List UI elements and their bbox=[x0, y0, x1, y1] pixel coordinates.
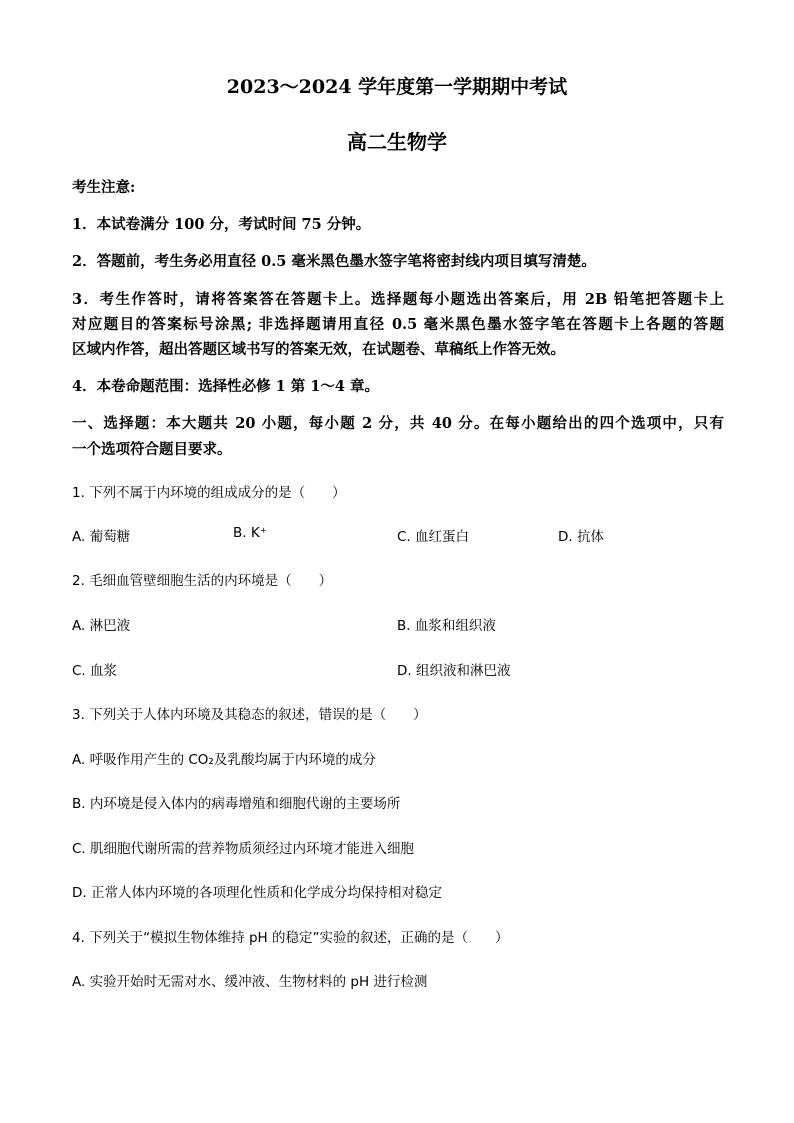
question-2-option-d: D. 组织液和淋巴液 bbox=[397, 663, 511, 679]
exam-subject: 高二生物学 bbox=[347, 130, 447, 154]
question-3-option-d: D. 正常人体内环境的各项理化性质和化学成分均保持相对稳定 bbox=[72, 885, 442, 901]
question-1-option-b: B. K⁺ bbox=[233, 525, 267, 541]
question-1-option-d: D. 抗体 bbox=[558, 529, 604, 545]
question-3-option-a: A. 呼吸作用产生的 CO₂及乳酸均属于内环境的成分 bbox=[72, 752, 376, 768]
question-1-stem: 1. 下列不属于内环境的组成成分的是（ ） bbox=[72, 485, 346, 501]
question-1-option-a: A. 葡萄糖 bbox=[72, 529, 131, 545]
section-heading-line-1: 一、选择题：本大题共 20 小题，每小题 2 分，共 40 分。在每小题给出的四个选项中，只有 bbox=[72, 415, 724, 432]
question-3-stem: 3. 下列关于人体内环境及其稳态的叙述，错误的是（ ） bbox=[72, 707, 427, 723]
notice-item-3-line-1: 3．考生作答时，请将答案答在答题卡上。选择题每小题选出答案后，用 2B 铅笔把答题卡上 bbox=[72, 291, 724, 308]
notice-item-1: 1．本试卷满分 100 分，考试时间 75 分钟。 bbox=[72, 216, 371, 233]
question-2-stem: 2. 毛细血管壁细胞生活的内环境是（ ） bbox=[72, 573, 333, 589]
exam-title: 2023～2024 学年度第一学期期中考试 bbox=[226, 76, 568, 98]
notice-heading: 考生注意: bbox=[72, 179, 136, 196]
question-3-option-c: C. 肌细胞代谢所需的营养物质须经过内环境才能进入细胞 bbox=[72, 841, 415, 857]
question-2-option-b: B. 血浆和组织液 bbox=[397, 618, 496, 634]
question-2-option-c: C. 血浆 bbox=[72, 663, 118, 679]
section-heading-line-2: 一个选项符合题目要求。 bbox=[72, 441, 232, 458]
notice-item-3-line-3: 区域内作答，超出答题区域书写的答案无效，在试题卷、草稿纸上作答无效。 bbox=[72, 341, 565, 358]
question-4-stem: 4. 下列关于“模拟生物体维持 pH 的稳定”实验的叙述，正确的是（ ） bbox=[72, 930, 509, 946]
question-1-option-c: C. 血红蛋白 bbox=[397, 529, 470, 545]
question-4-option-a: A. 实验开始时无需对水、缓冲液、生物材料的 pH 进行检测 bbox=[72, 974, 428, 990]
question-3-option-b: B. 内环境是侵入体内的病毒增殖和细胞代谢的主要场所 bbox=[72, 796, 401, 812]
notice-item-3-line-2: 对应题目的答案标号涂黑; 非选择题请用直径 0.5 毫米黑色墨水签字笔在答题卡上各题的答题 bbox=[72, 316, 724, 333]
question-2-option-a: A. 淋巴液 bbox=[72, 618, 131, 634]
notice-item-2: 2．答题前，考生务必用直径 0.5 毫米黑色墨水签字笔将密封线内项目填写清楚。 bbox=[72, 253, 596, 270]
notice-item-4: 4．本卷命题范围：选择性必修 1 第 1～4 章。 bbox=[72, 378, 380, 395]
